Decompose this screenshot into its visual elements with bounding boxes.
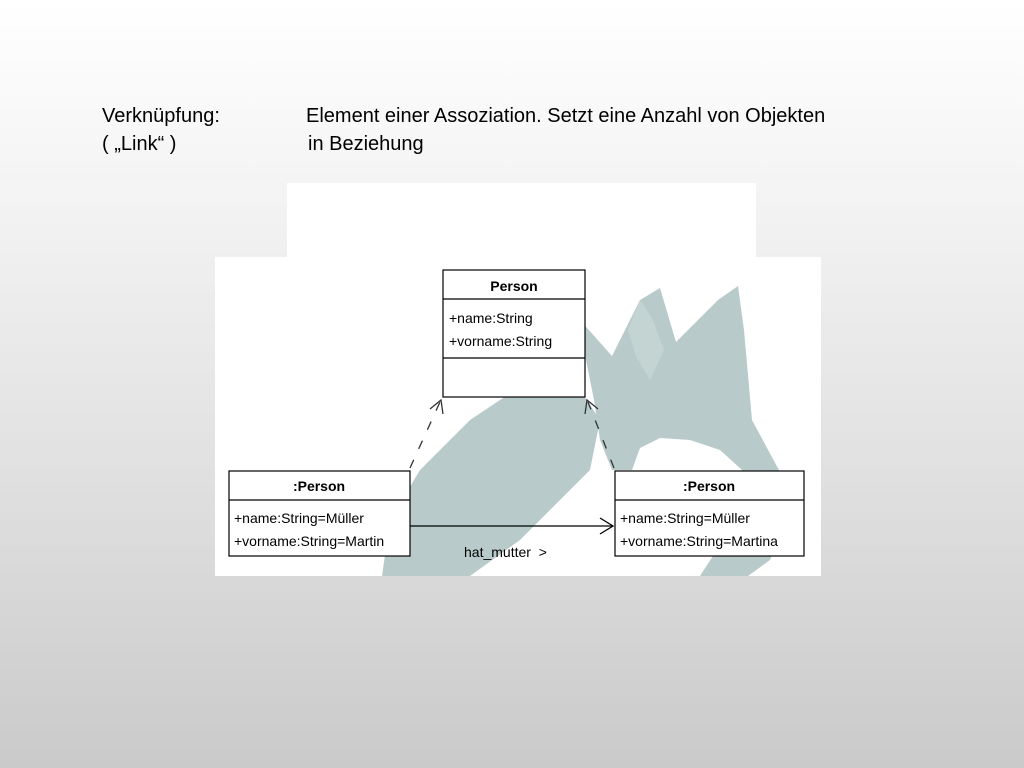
class-attribute-name: +name:String	[449, 310, 533, 326]
object-box-right	[615, 471, 804, 556]
class-attribute-vorname: +vorname:String	[449, 333, 553, 349]
object-left-title: :Person	[292, 478, 346, 494]
definition-line-2: in Beziehung	[308, 133, 424, 155]
class-box-title: Person	[490, 278, 538, 294]
diagram-panel-top	[287, 183, 756, 263]
object-right-attribute-name: +name:String=Müller	[620, 510, 750, 526]
object-right-title: :Person	[682, 478, 736, 494]
term-label: Verknüpfung:	[102, 105, 220, 127]
class-box-person	[443, 270, 585, 397]
object-left-attribute-name: +name:String=Müller	[234, 510, 364, 526]
definition-line-1: Element einer Assoziation. Setzt eine Anzahl von Objekten	[306, 105, 826, 127]
object-box-left	[229, 471, 410, 556]
term-note: ( „Link“ )	[102, 133, 177, 155]
object-left-attribute-vorname: +vorname:String=Martin	[234, 533, 385, 549]
link-label: hat_mutter >	[464, 544, 547, 560]
object-right-attribute-vorname: +vorname:String=Martina	[620, 533, 778, 549]
